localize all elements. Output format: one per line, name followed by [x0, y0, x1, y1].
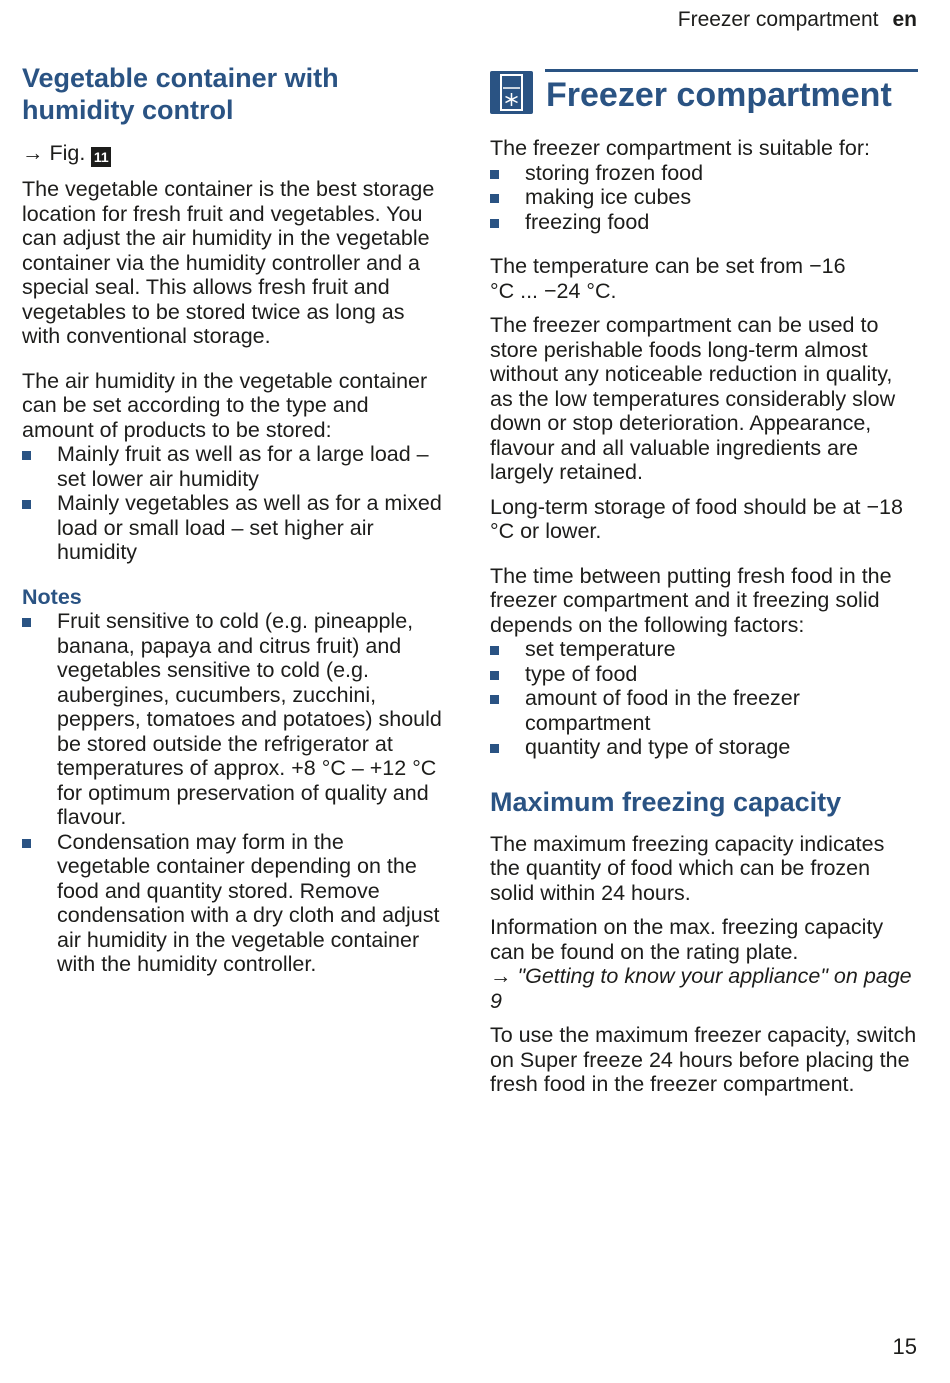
- rating-plate-paragraph: Information on the max. freezing capacity can be found on the rating plate.: [490, 915, 884, 964]
- list-item: set temperature: [490, 637, 918, 662]
- figure-label: Fig.: [49, 141, 86, 165]
- right-column: [490, 62, 918, 1097]
- list-item: amount of food in the freezer compartment: [490, 686, 918, 735]
- humidity-paragraph: The air humidity in the vegetable container can be set according to the type and amount of products to be stored:: [22, 368, 428, 442]
- header-language: en: [892, 8, 917, 31]
- notes-heading: Notes: [22, 584, 82, 609]
- list-item: quantity and type of storage: [490, 735, 918, 760]
- list-item: storing frozen food: [490, 161, 918, 186]
- list-item: type of food: [490, 662, 918, 687]
- max-capacity-paragraph: The maximum freezing capacity indicates the quantity of food which can be frozen solid within 24 hours.: [490, 831, 885, 905]
- arrow-icon: →: [22, 141, 44, 165]
- cross-reference[interactable]: [490, 964, 918, 1013]
- arrow-icon: →: [490, 964, 512, 988]
- bullet-icon: [22, 500, 31, 509]
- storage-paragraph: The freezer compartment can be used to store perishable foods long-term almost without any noticeable reduction in quality, as the low temperatures considerably slow down or stop deterioration. Appearance, flavour and all valuable ingredients are largely retained.: [490, 313, 896, 484]
- list-item: Condensation may form in the vegetable container depending on the food and quantity stored. Remove condensation with a dry cloth and adjust air humidity in the vegetable container with the humidity controller.: [22, 830, 442, 977]
- list-item: Mainly fruit as well as for a large load – set lower air humidity: [22, 442, 442, 491]
- bullet-icon: [490, 695, 499, 704]
- header-section-title: Freezer compartment: [677, 8, 879, 31]
- list-item: Mainly vegetables as well as for a mixed load or small load – set higher air humidity: [22, 491, 442, 565]
- temperature-range: The temperature can be set from −16 °C ... −24 °C.: [490, 254, 846, 303]
- freezer-intro: The freezer compartment is suitable for:: [490, 136, 870, 160]
- figure-reference: [22, 141, 442, 167]
- vegetable-container-heading: Vegetable container with humidity control: [22, 63, 339, 125]
- page-number: 15: [892, 1334, 917, 1359]
- bullet-icon: [490, 744, 499, 753]
- longterm-paragraph: Long-term storage of food should be at −18 °C or lower.: [490, 494, 903, 543]
- heading-rule: [545, 69, 918, 72]
- factors-list: [490, 637, 918, 760]
- bullet-icon: [490, 170, 499, 179]
- running-header: [678, 8, 917, 32]
- bullet-icon: [22, 618, 31, 627]
- vegetable-intro-paragraph: The vegetable container is the best storage location for fresh fruit and vegetables. You can adjust the air humidity in the vegetable container via the humidity controller and a special seal. This allows fresh fruit and vegetables to be stored twice as long as with conventional storage.: [22, 177, 435, 348]
- bullet-icon: [22, 451, 31, 460]
- left-column: [22, 62, 442, 977]
- bullet-icon: [490, 219, 499, 228]
- cross-reference-link[interactable]: "Getting to know your appliance" on page 9: [490, 964, 912, 1013]
- list-item: Fruit sensitive to cold (e.g. pineapple, banana, papaya and citrus fruit) and vegetables sensitive to cold (e.g. aubergines, cucumbers, zucchini, peppers, tomatoes and potatoes) should be stored outside the refrigerator at temperatures of approx. +8 °C – +12 °C for optimum preservation of quality and flavour.: [22, 609, 442, 830]
- bullet-icon: [490, 646, 499, 655]
- super-freeze-paragraph: To use the maximum freezer capacity, switch on Super freeze 24 hours before placing the fresh food in the freezer compartment.: [490, 1023, 917, 1096]
- figure-number-badge: 11: [91, 147, 111, 167]
- factors-intro: The time between putting fresh food in the freezer compartment and it freezing solid depends on the following factors:: [490, 563, 892, 637]
- bullet-icon: [490, 671, 499, 680]
- humidity-list: [22, 442, 442, 565]
- max-freezing-capacity-heading: Maximum freezing capacity: [490, 786, 842, 817]
- freezer-compartment-heading: Freezer compartment: [546, 76, 892, 114]
- list-item: freezing food: [490, 210, 918, 235]
- freezer-compartment-icon: [490, 71, 533, 114]
- freezer-uses-list: [490, 161, 918, 235]
- bullet-icon: [490, 194, 499, 203]
- list-item: making ice cubes: [490, 185, 918, 210]
- freezer-section-header: [490, 62, 918, 114]
- bullet-icon: [22, 839, 31, 848]
- notes-list: [22, 609, 442, 977]
